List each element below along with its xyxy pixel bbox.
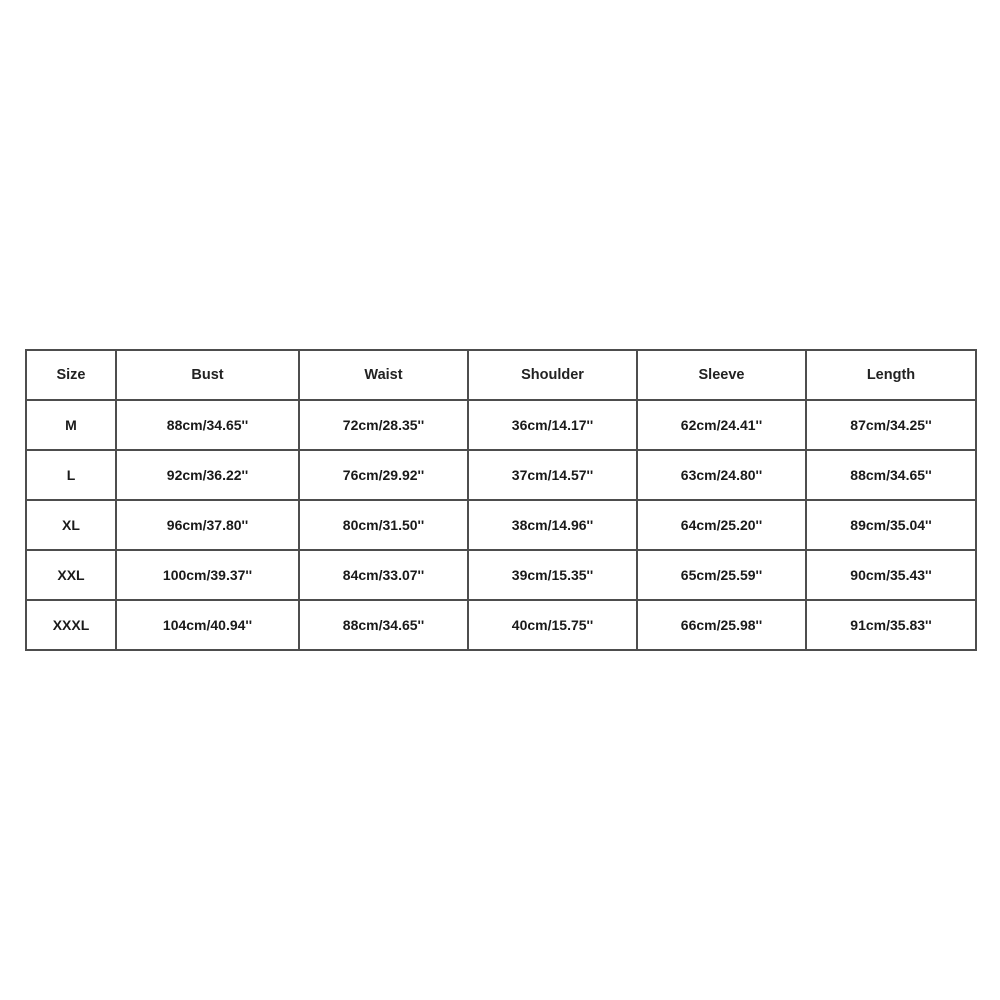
shoulder-cell: 38cm/14.96'' bbox=[468, 500, 637, 550]
length-cell: 90cm/35.43'' bbox=[806, 550, 976, 600]
sleeve-cell: 62cm/24.41'' bbox=[637, 400, 806, 450]
size-cell: XXXL bbox=[26, 600, 116, 650]
size-cell: M bbox=[26, 400, 116, 450]
table-row bbox=[26, 500, 976, 550]
waist-cell: 84cm/33.07'' bbox=[299, 550, 468, 600]
length-cell: 89cm/35.04'' bbox=[806, 500, 976, 550]
sleeve-cell: 65cm/25.59'' bbox=[637, 550, 806, 600]
table-row bbox=[26, 550, 976, 600]
table-row bbox=[26, 600, 976, 650]
header-shoulder: Shoulder bbox=[468, 350, 637, 400]
length-cell: 87cm/34.25'' bbox=[806, 400, 976, 450]
size-cell: XL bbox=[26, 500, 116, 550]
header-waist: Waist bbox=[299, 350, 468, 400]
waist-cell: 80cm/31.50'' bbox=[299, 500, 468, 550]
waist-cell: 72cm/28.35'' bbox=[299, 400, 468, 450]
sleeve-cell: 66cm/25.98'' bbox=[637, 600, 806, 650]
bust-cell: 96cm/37.80'' bbox=[116, 500, 299, 550]
size-cell: L bbox=[26, 450, 116, 500]
table-row bbox=[26, 400, 976, 450]
bust-cell: 88cm/34.65'' bbox=[116, 400, 299, 450]
shoulder-cell: 39cm/15.35'' bbox=[468, 550, 637, 600]
sleeve-cell: 64cm/25.20'' bbox=[637, 500, 806, 550]
length-cell: 88cm/34.65'' bbox=[806, 450, 976, 500]
header-row bbox=[26, 350, 976, 400]
bust-cell: 104cm/40.94'' bbox=[116, 600, 299, 650]
table-row bbox=[26, 450, 976, 500]
size-chart-table bbox=[25, 349, 977, 651]
header-sleeve: Sleeve bbox=[637, 350, 806, 400]
bust-cell: 100cm/39.37'' bbox=[116, 550, 299, 600]
shoulder-cell: 40cm/15.75'' bbox=[468, 600, 637, 650]
length-cell: 91cm/35.83'' bbox=[806, 600, 976, 650]
waist-cell: 88cm/34.65'' bbox=[299, 600, 468, 650]
shoulder-cell: 37cm/14.57'' bbox=[468, 450, 637, 500]
header-length: Length bbox=[806, 350, 976, 400]
size-cell: XXL bbox=[26, 550, 116, 600]
bust-cell: 92cm/36.22'' bbox=[116, 450, 299, 500]
header-bust: Bust bbox=[116, 350, 299, 400]
waist-cell: 76cm/29.92'' bbox=[299, 450, 468, 500]
sleeve-cell: 63cm/24.80'' bbox=[637, 450, 806, 500]
shoulder-cell: 36cm/14.17'' bbox=[468, 400, 637, 450]
header-size: Size bbox=[26, 350, 116, 400]
